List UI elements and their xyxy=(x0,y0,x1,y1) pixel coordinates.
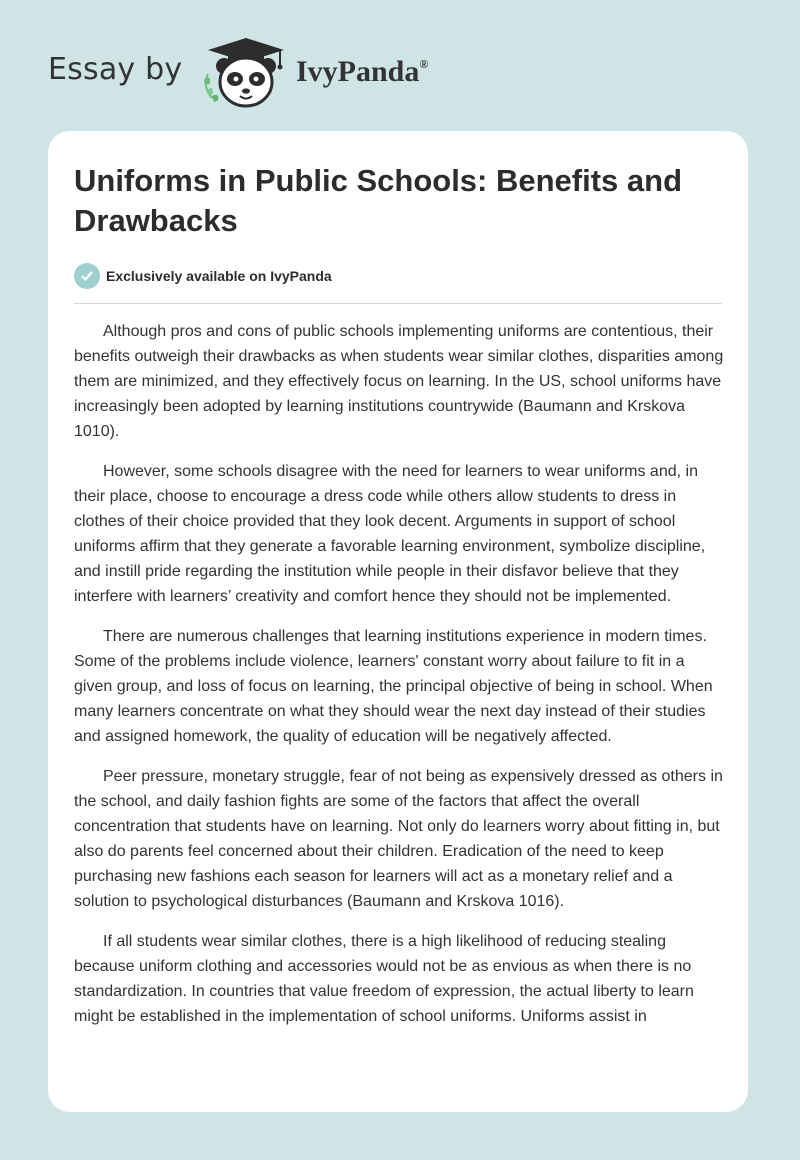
paragraph: Peer pressure, monetary struggle, fear of not being as expensively dressed as others in the school, and daily fashion fights are some of the factors that affect the overall concentration that students have on learning. Not only do learners worry about fitting in, but also do parents feel concerned about their children. Eradication of the need to keep purchasing new fashions each season for learners will act as a monetary relief and a solution to psychological disturbances (Baumann and Krskova 1016). xyxy=(74,768,723,910)
essay-by-label: Essay by xyxy=(48,52,183,87)
paragraph: If all students wear similar clothes, there is a high likelihood of reducing stealing because uniform clothing and accessories would not be as envious as when there is no standardization. In countries that value freedom of expression, the actual liberty to learn might be established in the implementation of school uniforms. Uniforms assist in xyxy=(74,933,694,1025)
brand-name[interactable] xyxy=(296,55,428,89)
badge-label: Exclusively available on IvyPanda xyxy=(106,268,332,284)
paragraph: However, some schools disagree with the need for learners to wear uniforms and, in their place, choose to encourage a dress code while others allow students to dress in clothes of their choice provided that they look decent. Arguments in support of school uniforms affirm that they generate a favorable learning environment, symbolize discipline, and instill pride regarding the institution while people in their disfavor believe that they interfere with learners’ creativity and comfort hence they should not be implemented. xyxy=(74,463,706,605)
essay-body xyxy=(74,319,724,1044)
paragraph: Although pros and cons of public schools implementing uniforms are contentious, their benefits outweigh their drawbacks as when students wear similar clothes, disparities among them are minimized, and they effectively focus on learning. In the US, school uniforms have increasingly been adopted by learning institutions countrywide (Baumann and Krskova 1010). xyxy=(74,323,724,440)
trademark-symbol: ® xyxy=(419,57,429,71)
checkmark-icon xyxy=(74,263,100,289)
site-header xyxy=(0,0,800,130)
exclusive-badge xyxy=(74,263,332,289)
paragraph: There are numerous challenges that learning institutions experience in modern times. Some of the problems include violence, learners' constant worry about failure to fit in a given group, and loss of focus on learning, the principal objective of being in school. When many learners concentrate on what they should wear the next day instead of their studies and assigned homework, the quality of education will be negatively affected. xyxy=(74,628,713,745)
page-title: Uniforms in Public Schools: Benefits and Drawbacks xyxy=(74,163,683,238)
essay-card xyxy=(48,131,748,1112)
panda-logo-icon[interactable] xyxy=(200,34,292,110)
divider xyxy=(74,303,722,304)
brand-label: IvyPanda xyxy=(296,55,420,88)
